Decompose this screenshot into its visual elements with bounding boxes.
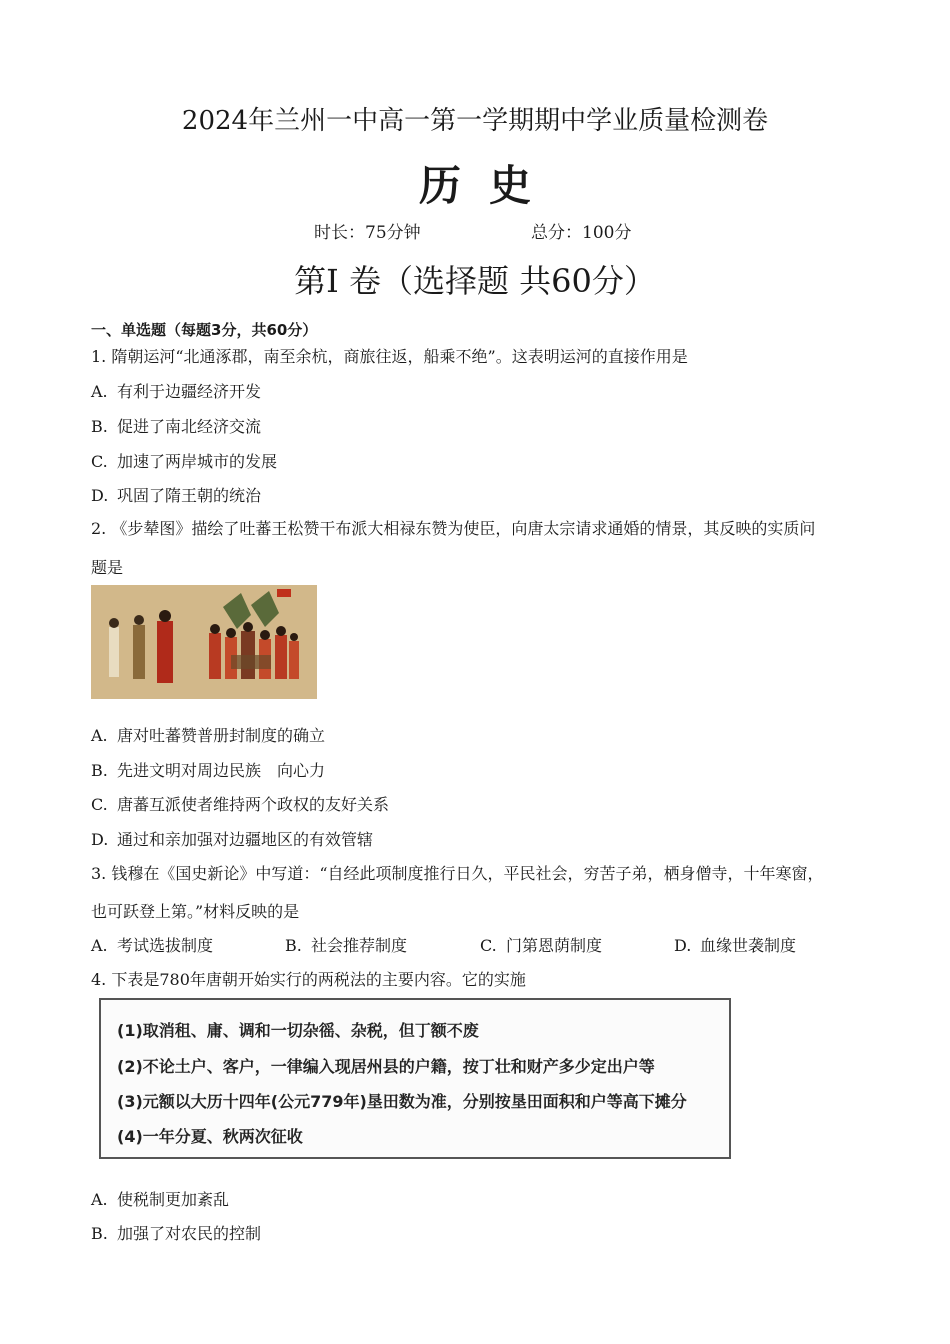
table-row: (1)取消租、庸、调和一切杂徭、杂税，但丁额不废 <box>117 1021 479 1040</box>
total-score-label: 总分：100分 <box>531 223 632 243</box>
question-3-stem-line2: 也可跃登上第。”材料反映的是 <box>91 902 300 921</box>
exam-title: 2024年兰州一中高一第一学期期中学业质量检测卷 <box>181 106 769 136</box>
question-2-stem-line1: 2. 《步辇图》描绘了吐蕃王松赞干布派大相禄东赞为使臣，向唐太宗请求通婚的情景，其反映的实质问 <box>91 519 816 538</box>
table-row: (4)一年分夏、秋两次征收 <box>117 1127 303 1146</box>
question-2-option-d: D. 通过和亲加强对边疆地区的有效管辖 <box>91 830 374 849</box>
question-1-stem: 1. 隋朝运河“北通涿郡，南至余杭，商旅往返，船乘不绝”。这表明运河的直接作用是 <box>91 347 688 366</box>
question-2-option-a: A. 唐对吐蕃赞普册封制度的确立 <box>91 726 326 745</box>
two-tax-law-table-image <box>99 998 731 1159</box>
table-row: (3)元额以大历十四年(公元779年)垦田数为准，分别按垦田面积和户等高下摊分 <box>117 1092 687 1111</box>
question-2-option-b: B. 先进文明对周边民族 向心力 <box>91 761 326 780</box>
question-3-option-a: A. 考试选拔制度 <box>91 936 214 955</box>
subject-title: 历史 <box>418 161 559 210</box>
part-title: 第I 卷（选择题 共60分） <box>294 262 656 300</box>
duration-label: 时长：75分钟 <box>314 223 421 243</box>
question-4-option-b: B. 加强了对农民的控制 <box>91 1224 262 1243</box>
question-1-option-b: B. 促进了南北经济交流 <box>91 417 262 436</box>
question-3-option-c: C. 门第恩荫制度 <box>480 936 603 955</box>
question-1-option-c: C. 加速了两岸城市的发展 <box>91 452 278 471</box>
question-3-option-d: D. 血缘世袭制度 <box>674 936 797 955</box>
question-2-stem-line2: 题是 <box>91 558 124 577</box>
bunian-painting-image <box>91 585 317 699</box>
section-heading: 一、单选题（每题3分，共60分） <box>91 321 318 339</box>
table-row: (2)不论土户、客户，一律编入现居州县的户籍，按丁壮和财产多少定出户等 <box>117 1057 655 1076</box>
question-2-option-c: C. 唐蕃互派使者维持两个政权的友好关系 <box>91 795 390 814</box>
question-3-option-b: B. 社会推荐制度 <box>285 936 408 955</box>
question-4-option-a: A. 使税制更加紊乱 <box>91 1190 230 1209</box>
question-1-option-a: A. 有利于边疆经济开发 <box>91 382 262 401</box>
question-1-option-d: D. 巩固了隋王朝的统治 <box>91 486 262 505</box>
question-3-stem-line1: 3. 钱穆在《国史新论》中写道：“自经此项制度推行日久，平民社会，穷苦子弟，栖身僧寺，十年寒窗， <box>91 864 824 883</box>
question-4-stem: 4. 下表是780年唐朝开始实行的两税法的主要内容。它的实施 <box>91 970 526 989</box>
